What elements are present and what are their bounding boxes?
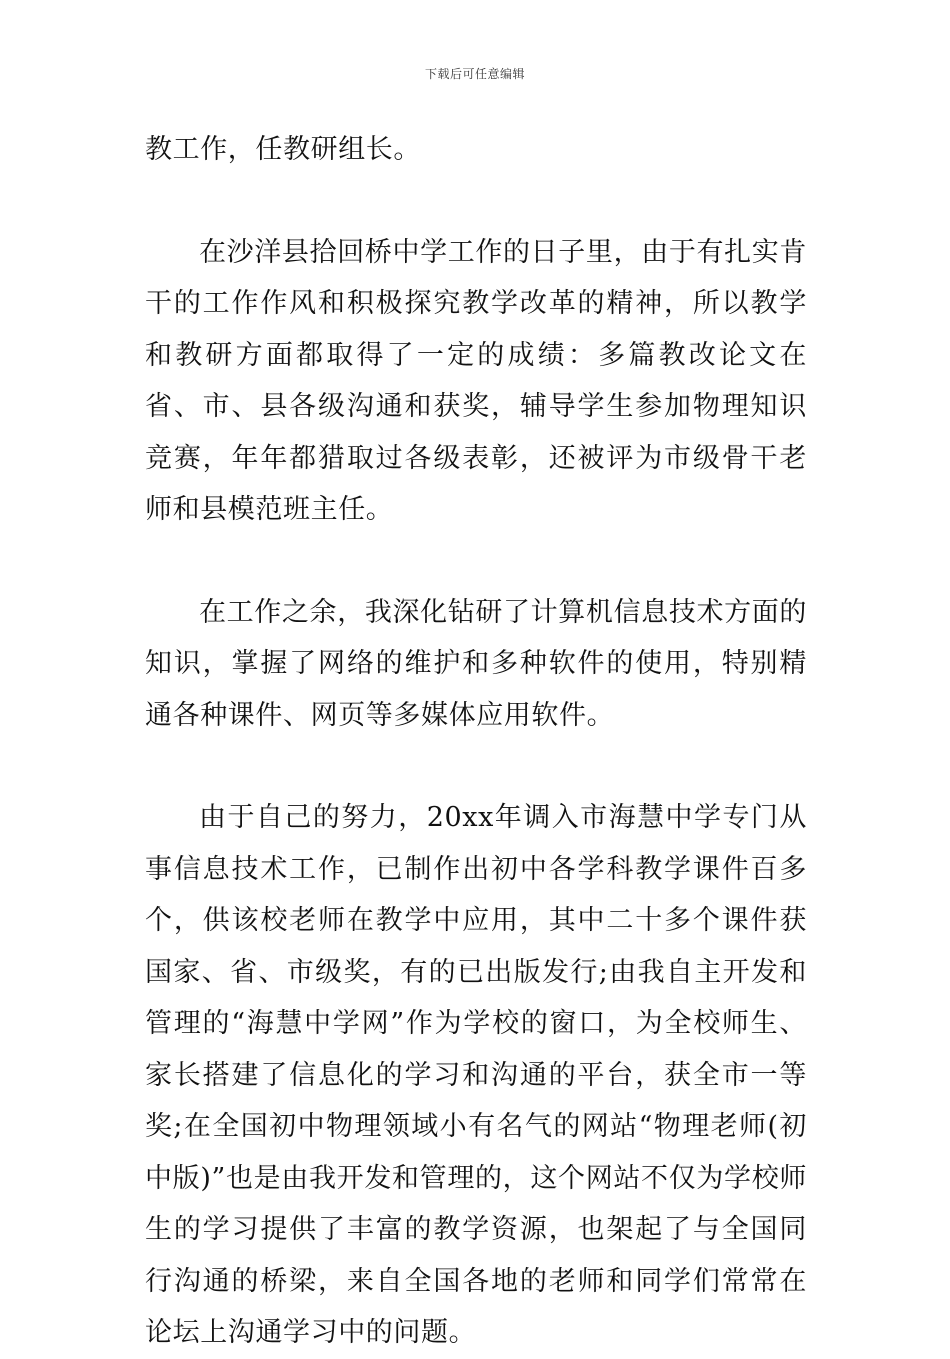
paragraph-continuation: 教工作，任教研组长。 <box>145 134 421 165</box>
paragraph-haihui-work: 由于自己的努力，20xx年调入市海慧中学专门从事信息技术工作，已制作出初中各学科教学课件百多个，供该校老师在教学中应用，其中二十多个课件获国家、省、市级奖，有的已出版发行;由我自主开发和管理的“海慧中学网”作为学校的窗口，为全校师生、家长搭建了信息化的学习和沟通的平台，获全市一等奖;在全国初中物理领域小有名气的网站“物理老师(初中版)”也是由我开发和管理的，这个网站不仅为学校师生的学习提供了丰富的教学资源，也架起了与全国同行沟通的桥梁，来自全国各地的老师和同学们常常在论坛上沟通学习中的问题。 <box>145 802 807 1348</box>
page-header: 下载后可任意编辑 <box>424 67 525 81</box>
paragraph-achievements: 在沙洋县拾回桥中学工作的日子里，由于有扎实肯干的工作作风和积极探究教学改革的精神，所以教学和教研方面都取得了一定的成绩：多篇教改论文在省、市、县各级沟通和获奖，辅导学生参加物理知识竞赛，年年都猎取过各级表彰，还被评为市级骨干老师和县模范班主任。 <box>145 236 807 525</box>
paragraph-gap <box>145 741 807 792</box>
paragraph-gap <box>145 176 807 227</box>
paragraph-gap <box>145 536 807 587</box>
document-body <box>145 124 807 1359</box>
paragraph-it-skills: 在工作之余，我深化钻研了计算机信息技术方面的知识，掌握了网络的维护和多种软件的使用，特别精通各种课件、网页等多媒体应用软件。 <box>145 596 807 731</box>
